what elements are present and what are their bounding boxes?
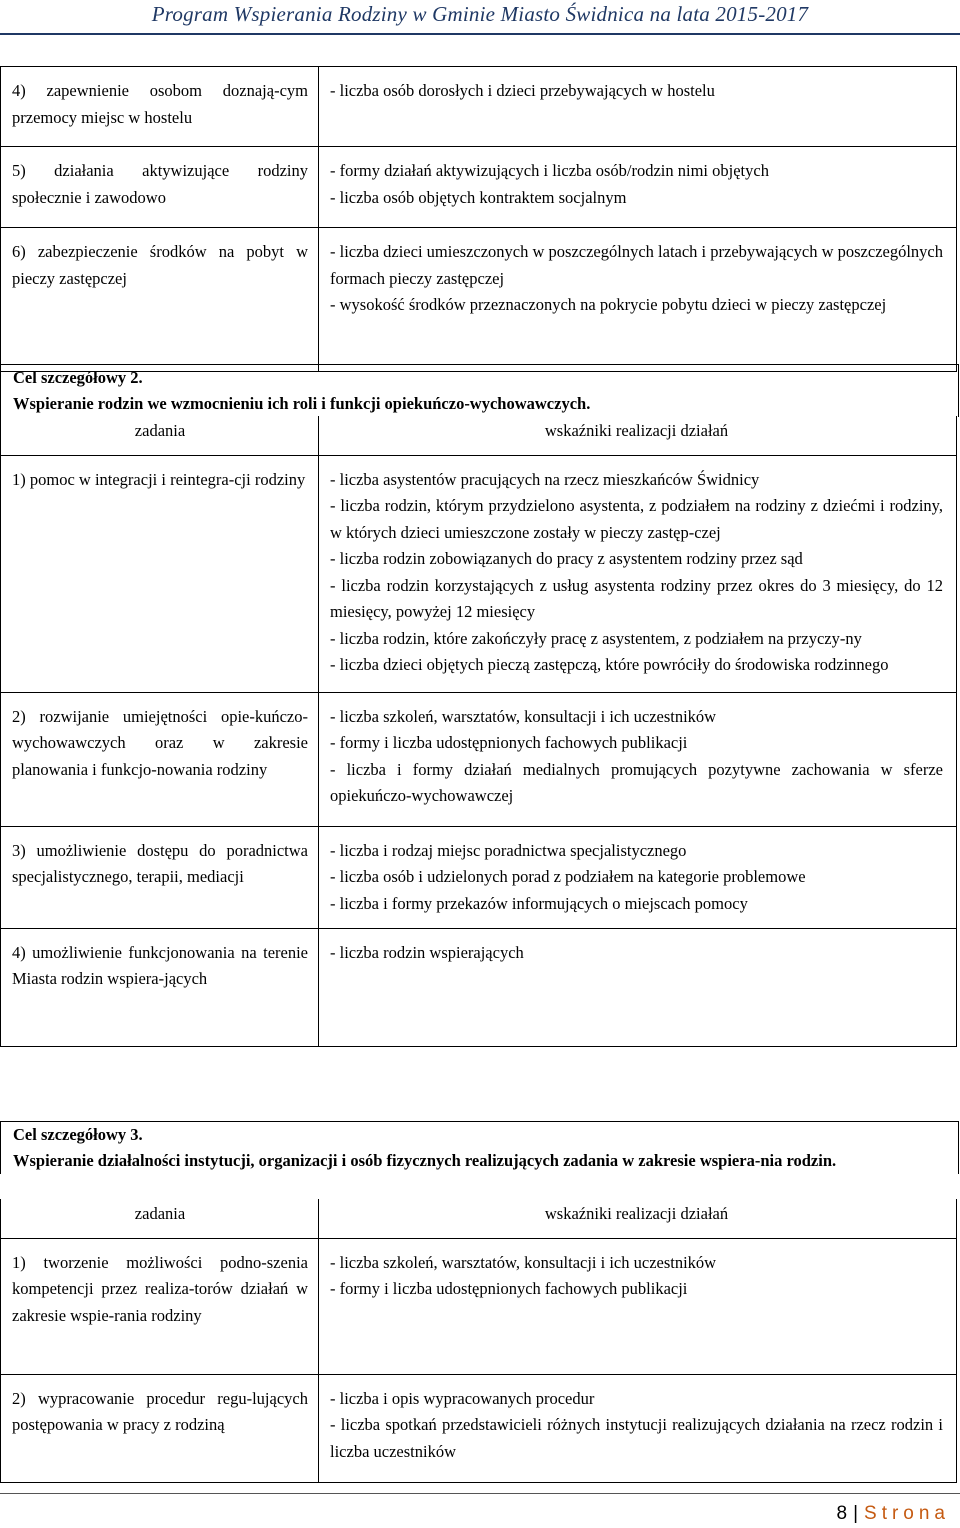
- goal3-table: [0, 1199, 957, 1483]
- indicator-item: - formy działań aktywizujących i liczba osób/rodzin nimi objętych: [330, 161, 769, 180]
- indicator-cell: [319, 826, 957, 928]
- page-number-block: [837, 1503, 951, 1525]
- task-cell: 5) działania aktywizujące rodziny społecznie i zawodowo: [1, 147, 319, 228]
- page-separator: |: [853, 1503, 859, 1524]
- table-row: [1, 455, 957, 692]
- indicator-cell: [319, 67, 957, 147]
- column-header-indicators: wskaźniki realizacji działań: [319, 416, 957, 455]
- header-title: Program Wspierania Rodziny w Gminie Miasto Świdnica na lata 2015-2017: [151, 2, 809, 26]
- indicator-item: - wysokość środków przeznaczonych na pokrycie pobytu dzieci w pieczy zastępczej: [330, 295, 887, 314]
- goal2-table: [0, 416, 957, 1047]
- indicator-cell: [319, 1374, 957, 1482]
- indicator-item: - liczba dzieci umieszczonych w poszczególnych latach i przebywających w poszczególnych formach pieczy zastępczej: [330, 242, 943, 288]
- indicator-item: - liczba i formy przekazów informujących o miejscach pomocy: [330, 893, 748, 913]
- table-row: [1, 228, 957, 372]
- indicator-cell: [319, 692, 957, 826]
- page-number: 8: [836, 1503, 848, 1524]
- indicator-item: - liczba rodzin, którym przydzielono asystenta, z podziałem na rodziny z dziećmi i rodziny, w których dzieci umieszczone zostały w pieczy zastęp-czej: [330, 496, 943, 542]
- indicator-item: - liczba rodzin wspierających: [330, 942, 524, 962]
- indicator-item: - liczba i rodzaj miejsc poradnictwa specjalistycznego: [330, 840, 687, 860]
- indicator-item: - formy i liczba udostępnionych fachowych publikacji: [330, 733, 688, 752]
- task-cell: 3) umożliwienie dostępu do poradnictwa specjalistycznego, terapii, mediacji: [1, 826, 319, 928]
- indicator-item: - liczba i formy działań medialnych promujących pozytywne zachowania w sferze opiekuńczo-wychowawczej: [330, 759, 943, 805]
- indicator-item: - liczba osób objętych kontraktem socjalnym: [330, 187, 627, 207]
- goal3-header: [0, 1121, 959, 1174]
- indicator-item: - formy i liczba udostępnionych fachowych publikacji: [330, 1279, 688, 1298]
- task-cell: 2) wypracowanie procedur regu-lujących postępowania w pracy z rodziną: [1, 1374, 319, 1482]
- indicator-cell: [319, 147, 957, 228]
- task-cell: 4) umożliwienie funkcjonowania na terenie Miasta rodzin wspiera-jących: [1, 928, 319, 1046]
- table-row: [1, 147, 957, 228]
- table-row: [1, 67, 957, 147]
- indicator-cell: [319, 928, 957, 1046]
- indicator-item: - liczba rodzin zobowiązanych do pracy z asystentem rodziny przez sąd: [330, 549, 803, 568]
- column-header-indicators: wskaźniki realizacji działań: [319, 1199, 957, 1238]
- indicator-item: - liczba dzieci objętych pieczą zastępczą, które powróciły do środowiska rodzinnego: [330, 655, 889, 674]
- column-header-tasks: zadania: [1, 416, 319, 455]
- indicator-item: - liczba szkoleń, warsztatów, konsultacji i ich uczestników: [330, 706, 717, 726]
- indicator-item: - liczba asystentów pracujących na rzecz mieszkańców Świdnicy: [330, 469, 760, 489]
- task-cell: 4) zapewnienie osobom doznają-cym przemocy miejsc w hostelu: [1, 67, 319, 147]
- goal2-header: [0, 364, 959, 417]
- table-row: [1, 826, 957, 928]
- goal3-description: Wspieranie działalności instytucji, organizacji i osób fizycznych realizujących zadania w zakresie wspiera-nia rodzin.: [13, 1151, 837, 1170]
- goal1-table: [0, 66, 957, 372]
- indicator-item: - liczba rodzin, które zakończyły pracę z asystentem, z podziałem na przyczy-ny: [330, 628, 862, 648]
- task-cell: 1) pomoc w integracji i reintegra-cji rodziny: [1, 455, 319, 692]
- indicator-cell: [319, 455, 957, 692]
- column-header-tasks: zadania: [1, 1199, 319, 1238]
- table-header-row: [1, 1199, 957, 1238]
- indicator-item: - liczba spotkań przedstawicieli różnych instytucji realizujących działania na rzecz rodzin i liczba uczestników: [330, 1415, 943, 1461]
- task-cell: 6) zabezpieczenie środków na pobyt w pieczy zastępczej: [1, 228, 319, 372]
- table-header-row: [1, 416, 957, 455]
- indicator-item: - liczba rodzin korzystających z usług asystenta rodziny przez okres do 3 miesięcy, do 12 miesięcy, powyżej 12 miesięcy: [330, 575, 943, 621]
- footer-rule: [0, 1493, 960, 1494]
- indicator-item: - liczba osób dorosłych i dzieci przebywających w hostelu: [330, 81, 715, 100]
- goal3-title: Cel szczegółowy 3.: [13, 1125, 143, 1144]
- page-label: Strona: [864, 1503, 950, 1524]
- table-row: [1, 928, 957, 1046]
- task-cell: 2) rozwijanie umiejętności opie-kuńczo-wychowawczych oraz w zakresie planowania i funkcjo-nowania rodziny: [1, 692, 319, 826]
- indicator-cell: [319, 1238, 957, 1374]
- table-row: [1, 692, 957, 826]
- indicator-item: - liczba i opis wypracowanych procedur: [330, 1388, 595, 1408]
- table-row: [1, 1374, 957, 1482]
- goal2-title: Cel szczegółowy 2.: [13, 368, 143, 387]
- task-cell: 1) tworzenie możliwości podno-szenia kompetencji przez realiza-torów działań w zakresie wspie-rania rodziny: [1, 1238, 319, 1374]
- table-row: [1, 1238, 957, 1374]
- header-rule: [0, 33, 960, 35]
- goal2-description: Wspieranie rodzin we wzmocnieniu ich roli i funkcji opiekuńczo-wychowawczych.: [13, 394, 591, 413]
- indicator-item: - liczba osób i udzielonych porad z podziałem na kategorie problemowe: [330, 867, 806, 886]
- indicator-item: - liczba szkoleń, warsztatów, konsultacji i ich uczestników: [330, 1252, 717, 1272]
- indicator-cell: [319, 228, 957, 372]
